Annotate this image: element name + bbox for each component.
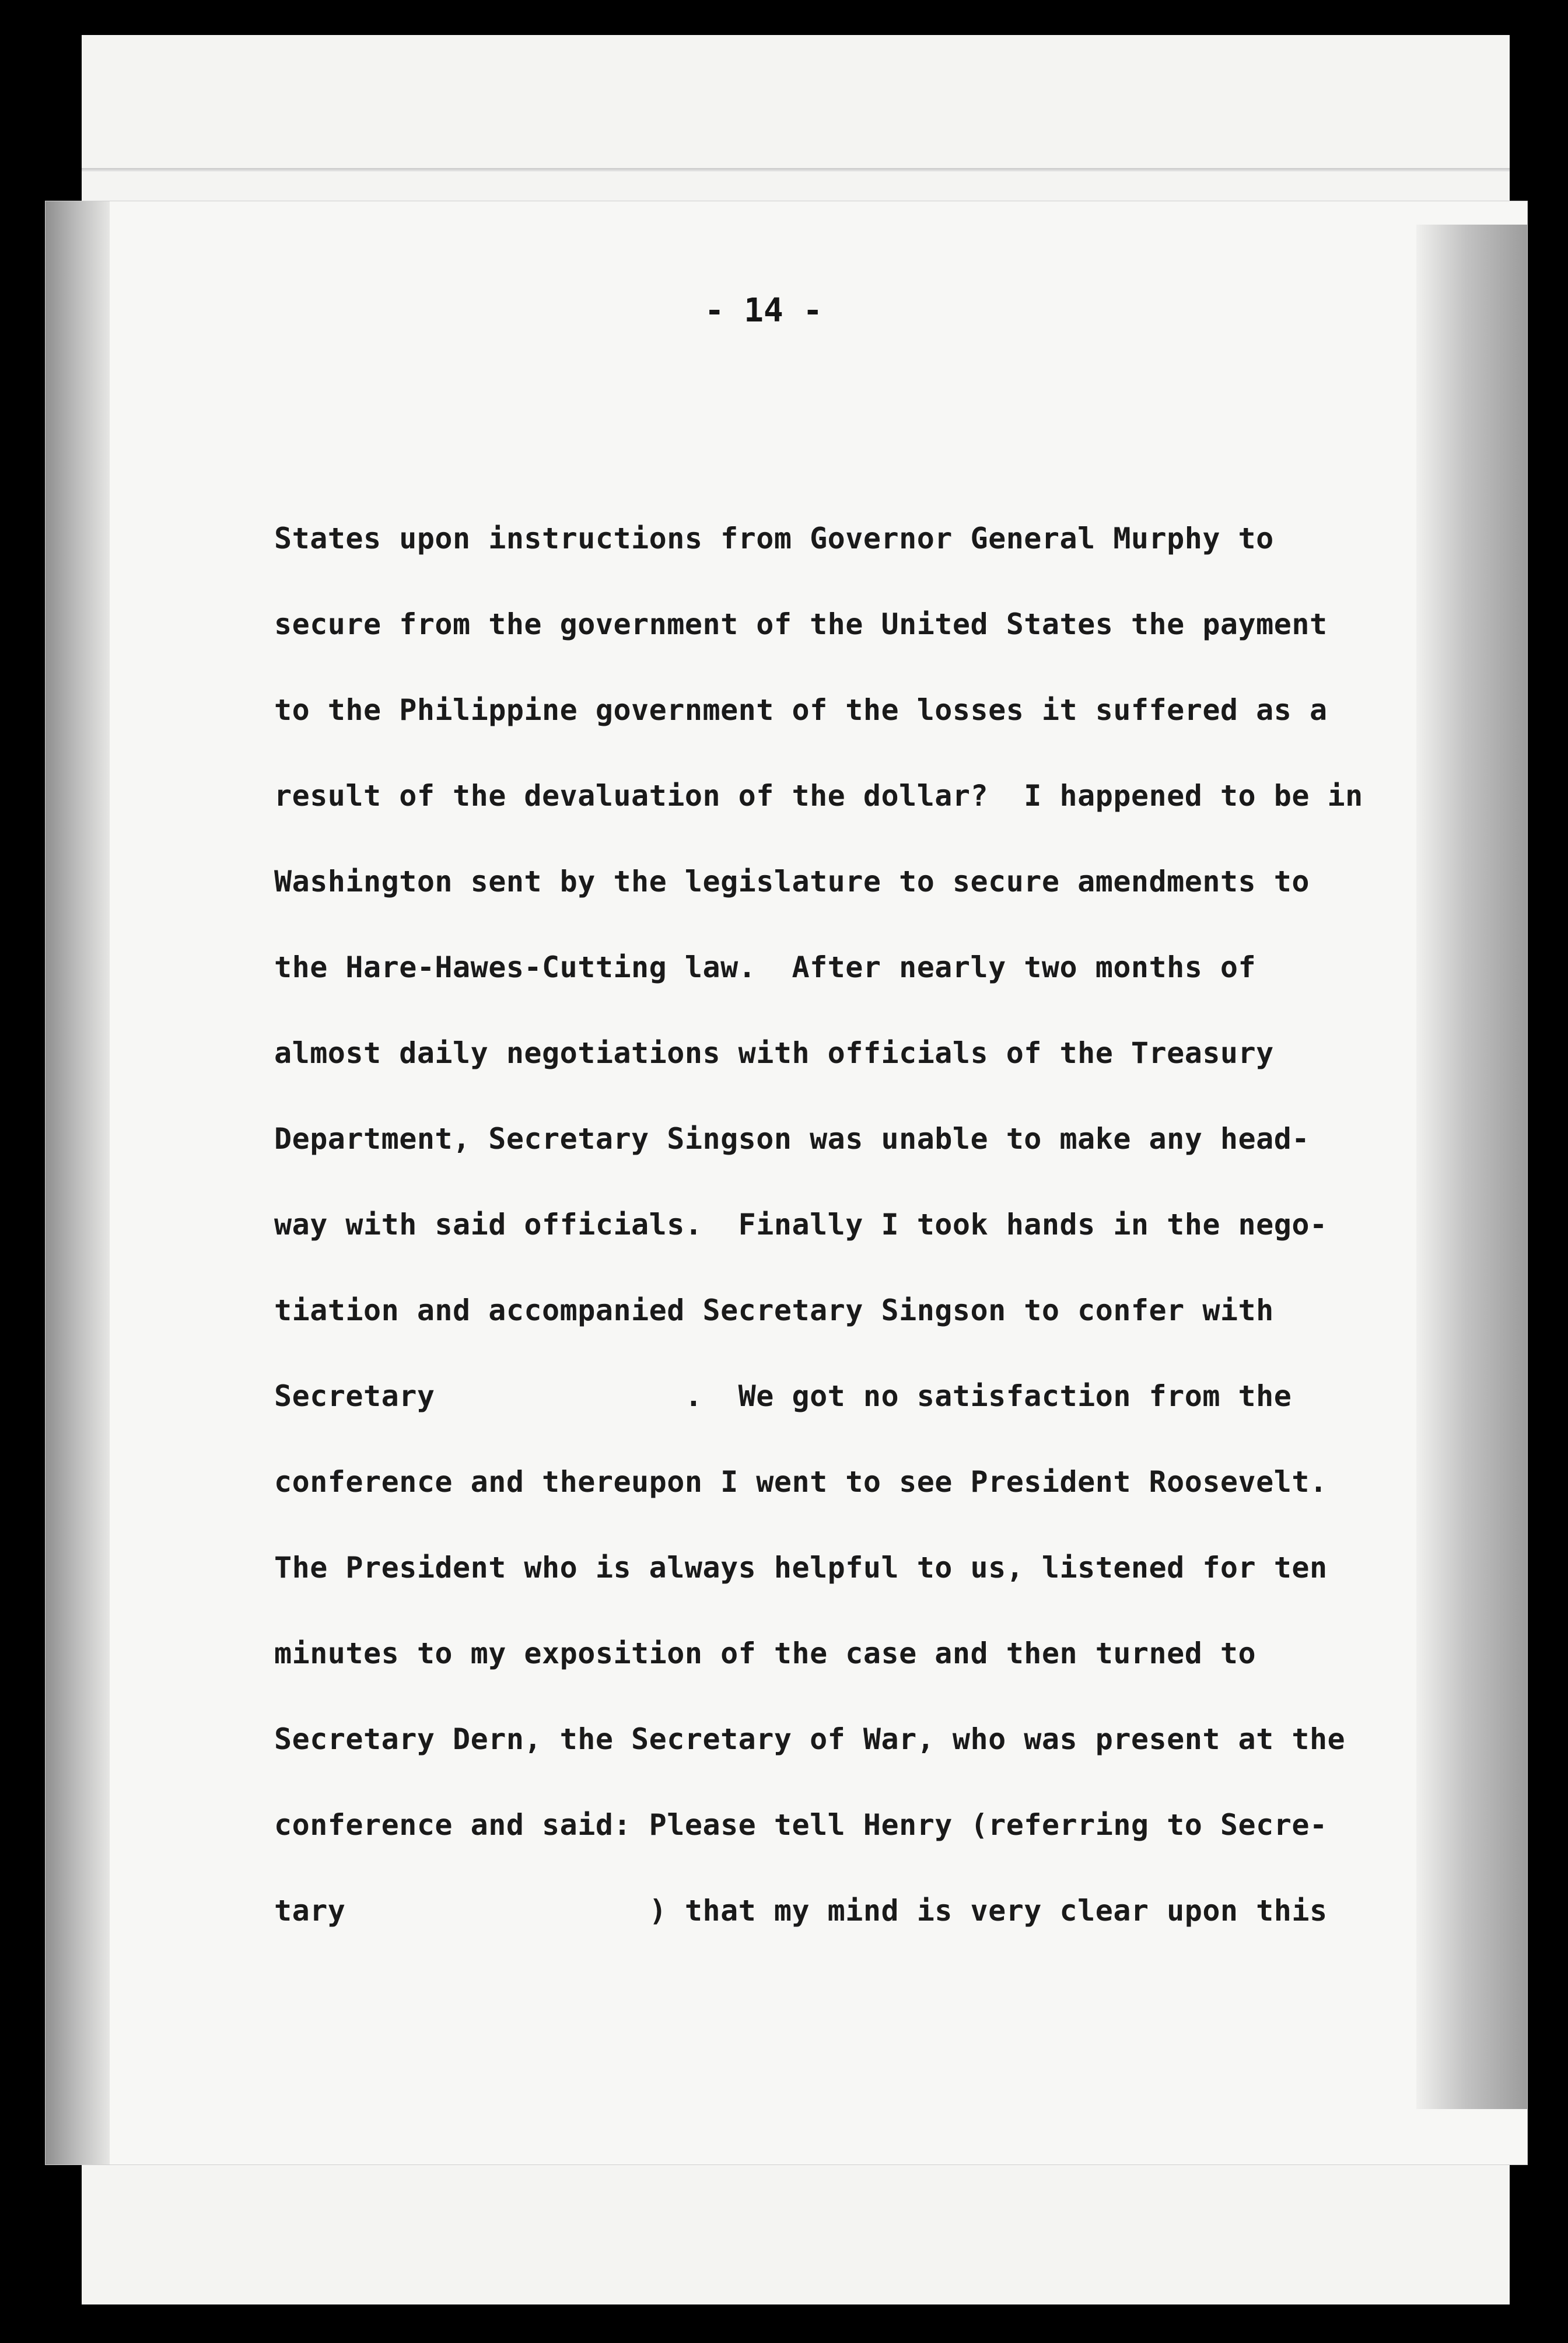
text-line: Department, Secretary Singson was unable to make any head- — [274, 1122, 1310, 1156]
text-line: way with said officials. Finally I took hands in the nego- — [274, 1208, 1328, 1242]
body-text — [274, 521, 1441, 1979]
text-line: Secretary . We got no satisfaction from the — [274, 1379, 1292, 1413]
text-line: Secretary Dern, the Secretary of War, who was present at the — [274, 1722, 1346, 1756]
text-line: The President who is always helpful to us, listened for ten — [274, 1551, 1328, 1585]
text-line: to the Philippine government of the losses it suffered as a — [274, 693, 1328, 727]
sheet-edge — [82, 168, 1510, 172]
text-line: States upon instructions from Governor General Murphy to — [274, 522, 1274, 555]
page-number: - 14 - — [704, 292, 823, 330]
text-line: the Hare-Hawes-Cutting law. After nearly two months of — [274, 950, 1256, 984]
text-line: tary ) that my mind is very clear upon this — [274, 1894, 1328, 1928]
text-line: Washington sent by the legislature to secure amendments to — [274, 865, 1310, 898]
scan-shadow-left — [46, 201, 110, 2164]
text-line: result of the devaluation of the dollar? I happened to be in — [274, 779, 1363, 813]
text-line: tiation and accompanied Secretary Singson to confer with — [274, 1293, 1274, 1327]
text-line: minutes to my exposition of the case and then turned to — [274, 1636, 1256, 1670]
text-line: secure from the government of the United States the payment — [274, 607, 1328, 641]
text-line: almost daily negotiations with officials of the Treasury — [274, 1036, 1274, 1070]
text-line: conference and said: Please tell Henry (referring to Secre- — [274, 1808, 1328, 1842]
text-line: conference and thereupon I went to see President Roosevelt. — [274, 1465, 1328, 1499]
